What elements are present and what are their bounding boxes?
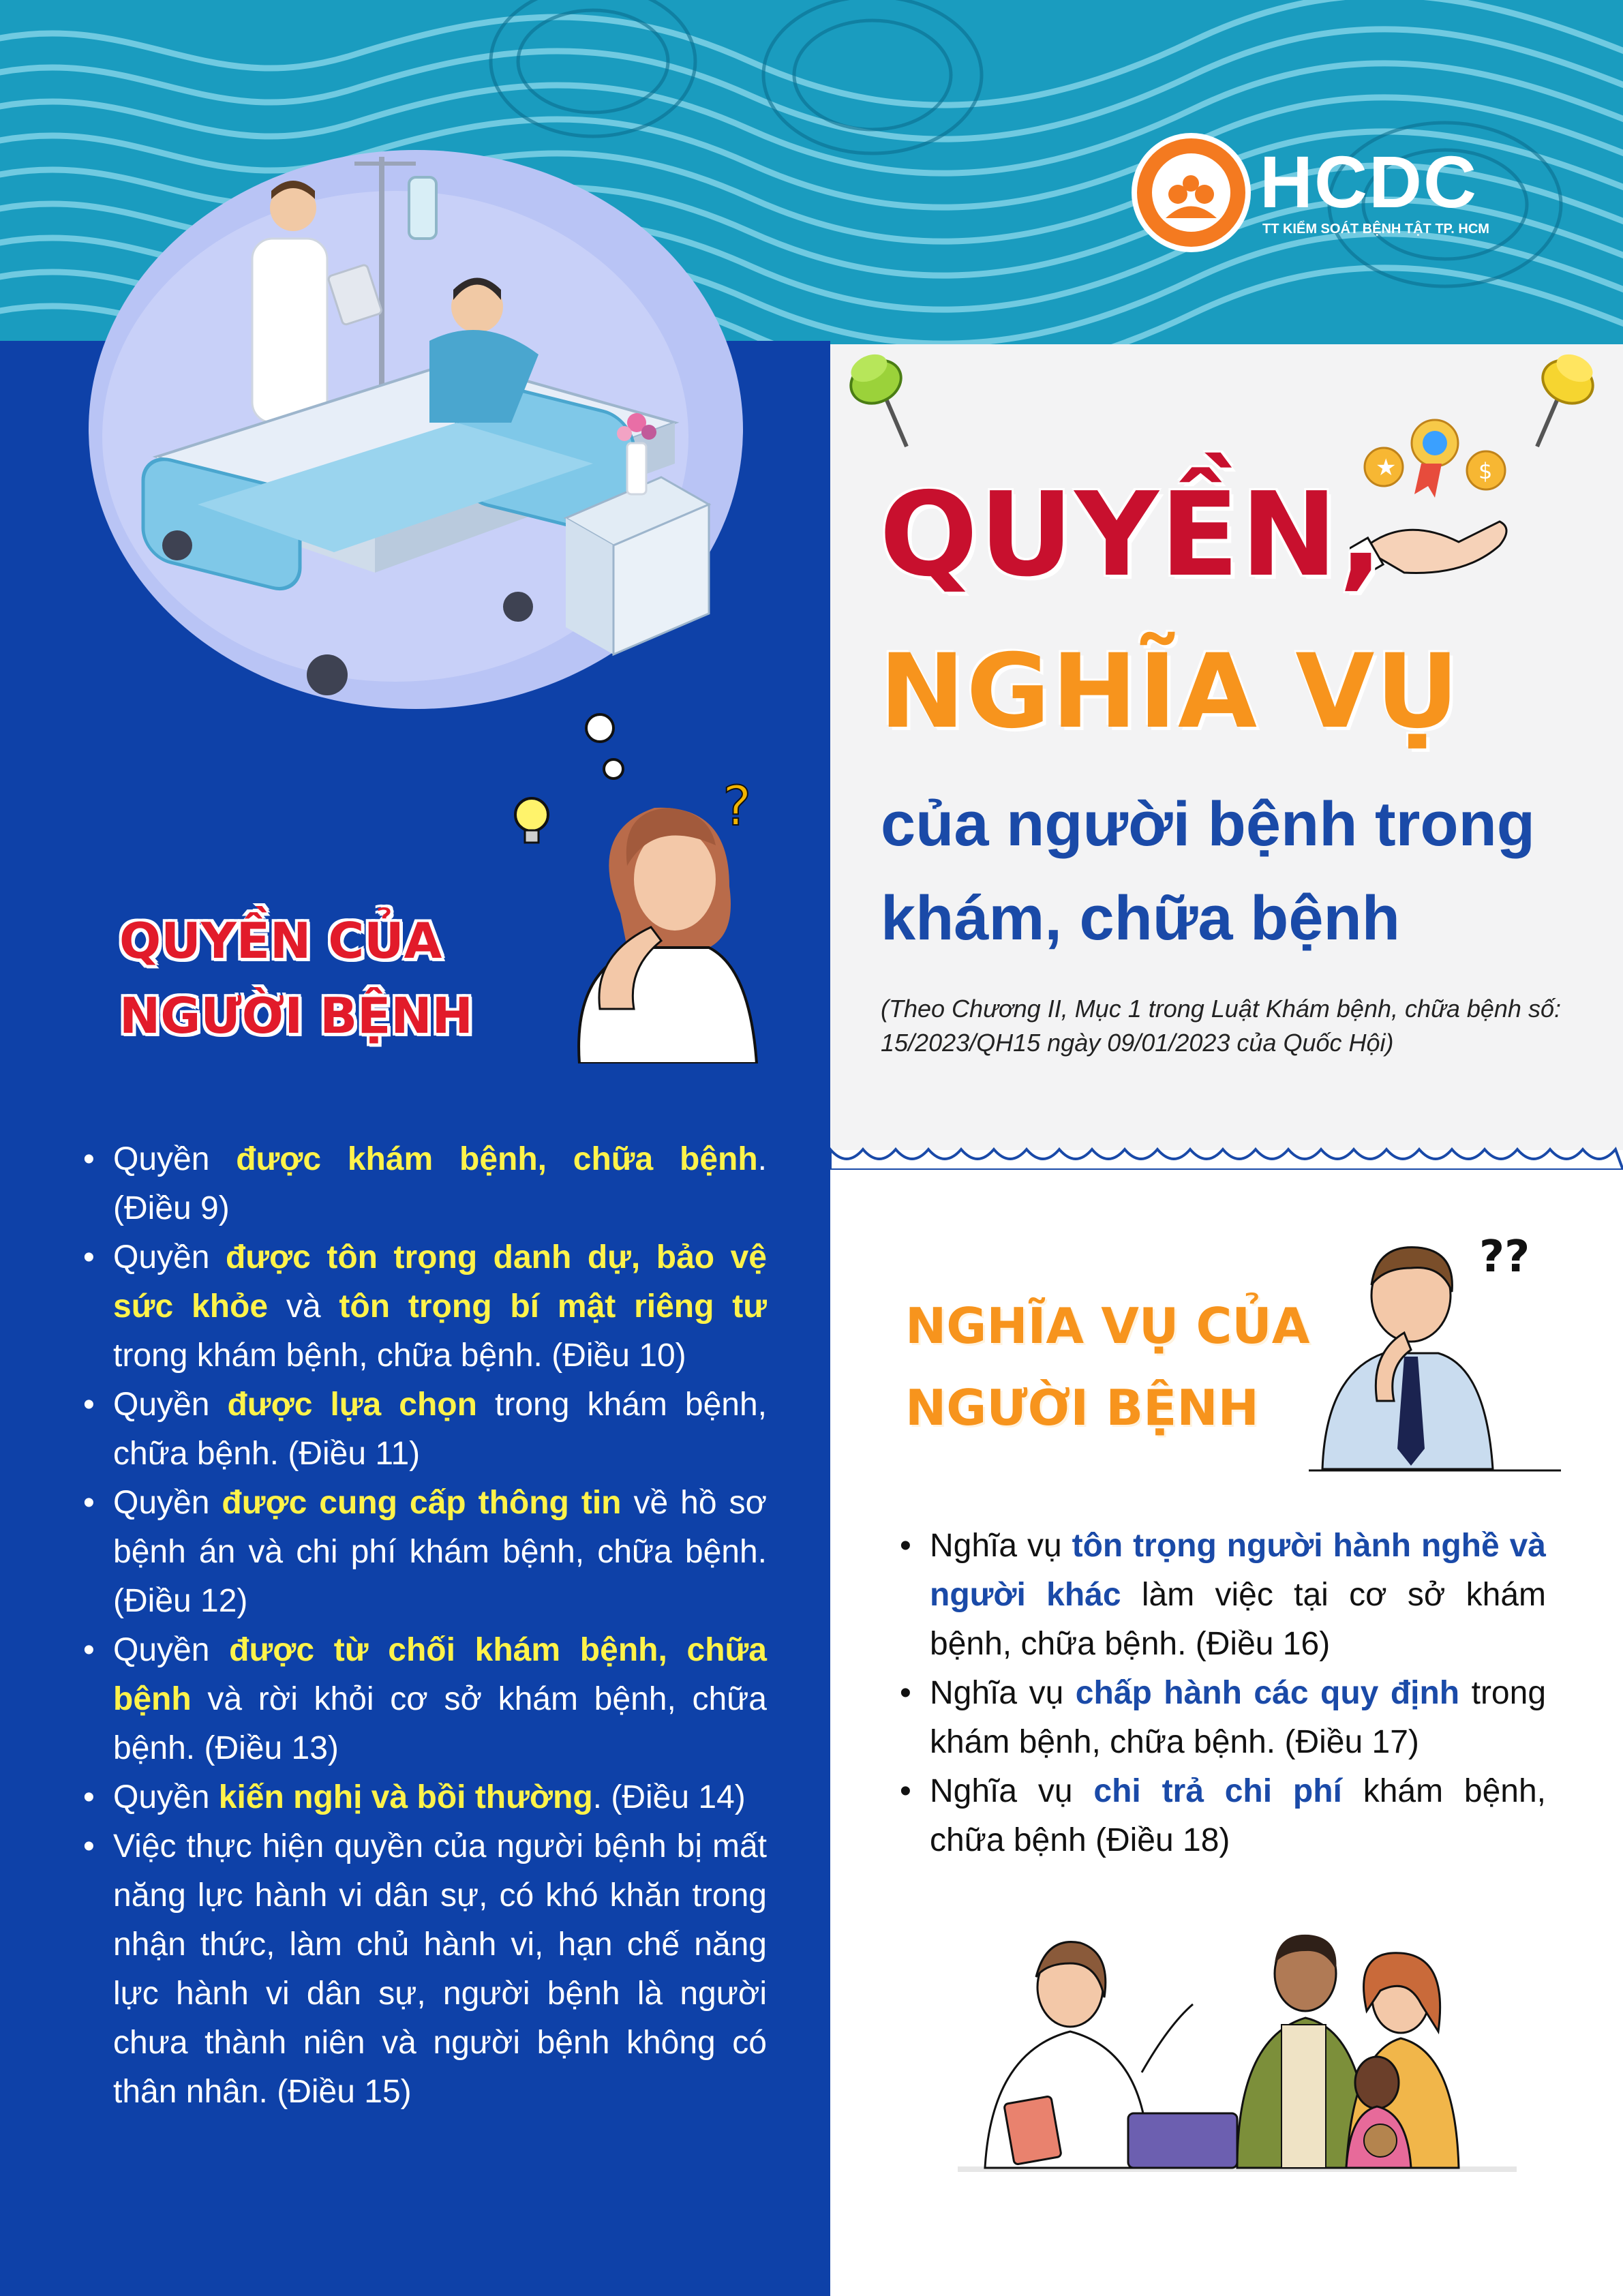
- duties-heading: [905, 1285, 1309, 1449]
- duties-heading-line2: NGƯỜI BỆNH: [905, 1379, 1259, 1436]
- duties-heading-line1: NGHĨA VỤ CỦA: [905, 1297, 1310, 1355]
- duties-list-text: Nghĩa vụ: [930, 1773, 1094, 1809]
- duties-list-text: trong khám bệnh, chữa bệnh. (Điều 17): [930, 1675, 1547, 1760]
- rights-list-highlight: kiến nghị và bồi thường: [218, 1779, 593, 1815]
- duties-list-highlight: chi trả chi phí: [1093, 1773, 1342, 1809]
- rights-list-highlight: được tôn trọng danh dự, bảo vệ sức khỏe: [113, 1239, 767, 1325]
- rights-list-text: Quyền: [113, 1239, 226, 1275]
- rights-list-text: và rời khỏi cơ sở khám bệnh, chữa bệnh. (Điều 13): [113, 1681, 767, 1766]
- rights-list-highlight: tôn trọng bí mật riêng tư: [339, 1288, 767, 1325]
- rights-list-text: trong khám bệnh, chữa bệnh. (Điều 11): [113, 1387, 767, 1472]
- hospital-bed-illustration: [75, 136, 770, 729]
- rights-list-item: [75, 1626, 767, 1773]
- rights-list-highlight: được từ chối khám bệnh, chữa bệnh: [113, 1632, 767, 1717]
- svg-text:$: $: [1478, 458, 1493, 484]
- rights-list-text: . (Điều 9): [113, 1141, 767, 1226]
- logo-wordmark: HCDC: [1260, 140, 1478, 223]
- duties-list-text: khám bệnh, chữa bệnh (Điều 18): [930, 1773, 1547, 1858]
- thinking-woman-illustration: [504, 709, 777, 1063]
- doctor-family-illustration: [944, 1922, 1530, 2181]
- page-subtitle: của người bệnh trong khám, chữa bệnh: [881, 789, 1535, 953]
- rights-list-highlight: được cung cấp thông tin: [222, 1485, 622, 1521]
- hcdc-logo: [1132, 133, 1489, 249]
- rights-list-text: Quyền: [113, 1387, 228, 1423]
- duties-list-highlight: tôn trọng người hành nghề và người khác: [930, 1528, 1546, 1613]
- rights-heading-line1: QUYỀN CỦA: [119, 912, 442, 969]
- pushpin-left-icon: [838, 344, 920, 453]
- rights-list: [75, 1135, 767, 2117]
- rights-heading-line2: NGƯỜI BỆNH: [119, 987, 473, 1044]
- pushpin-right-icon: [1523, 344, 1605, 453]
- rights-list-item: [75, 1822, 767, 2117]
- rights-list-highlight: được lựa chọn: [227, 1387, 477, 1423]
- duties-list-text: Nghĩa vụ: [930, 1675, 1076, 1711]
- page-title-line2: NGHĨA VỤ: [879, 633, 1461, 751]
- svg-text:??: ??: [1479, 1232, 1530, 1282]
- rights-list-text: Quyền: [113, 1141, 237, 1177]
- duties-list-text: Nghĩa vụ: [930, 1528, 1072, 1564]
- svg-text:★: ★: [1376, 454, 1397, 481]
- rights-list-item: [75, 1135, 767, 1233]
- rights-list-item: [75, 1773, 767, 1822]
- page-title-line1: QUYỀN,: [879, 468, 1384, 603]
- rights-list-item: [75, 1479, 767, 1626]
- logo-subtitle: TT KIỂM SOÁT BỆNH TẬT TP. HCM: [1262, 222, 1489, 237]
- duties-list: [892, 1522, 1546, 1865]
- rights-list-highlight: được khám bệnh, chữa bệnh: [236, 1141, 758, 1177]
- rights-list-text: Quyền: [113, 1779, 219, 1815]
- thinking-man-illustration: [1309, 1230, 1568, 1476]
- rights-list-text: . (Điều 14): [592, 1779, 746, 1815]
- duties-list-text: làm việc tại cơ sở khám bệnh, chữa bệnh. (Điều 16): [930, 1577, 1546, 1662]
- hcdc-logo-icon: [1132, 133, 1251, 252]
- svg-text:?: ?: [723, 774, 752, 838]
- rights-list-text: về hồ sơ bệnh án và chi phí khám bệnh, chữa bệnh. (Điều 12): [113, 1485, 767, 1619]
- rights-list-text: Quyền: [113, 1632, 230, 1668]
- rights-list-text: Việc thực hiện quyền của người bệnh bị mất năng lực hành vi dân sự, có khó khăn trong nhận thức, làm chủ hành vi, hạn chế năng lực hành vi dân sự, người bệnh là người chưa thành niên và người bệnh không có thân nhân. (Điều 15): [113, 1828, 767, 2110]
- rights-list-text: trong khám bệnh, chữa bệnh. (Điều 10): [113, 1338, 686, 1374]
- duties-list-item: [892, 1669, 1546, 1767]
- rights-list-item: [75, 1233, 767, 1380]
- source-note: (Theo Chương II, Mục 1 trong Luật Khám bệnh, chữa bệnh số: 15/2023/QH15 ngày 09/01/2023 của Quốc Hội): [881, 995, 1561, 1057]
- duties-list-item: [892, 1767, 1546, 1865]
- rights-list-text: và: [268, 1288, 339, 1325]
- rights-heading: [119, 903, 473, 1053]
- rights-list-text: Quyền: [113, 1485, 222, 1521]
- rights-list-item: [75, 1380, 767, 1479]
- duties-list-item: [892, 1522, 1546, 1669]
- scalloped-edge: [830, 1143, 1623, 1170]
- duties-list-highlight: chấp hành các quy định: [1075, 1675, 1460, 1711]
